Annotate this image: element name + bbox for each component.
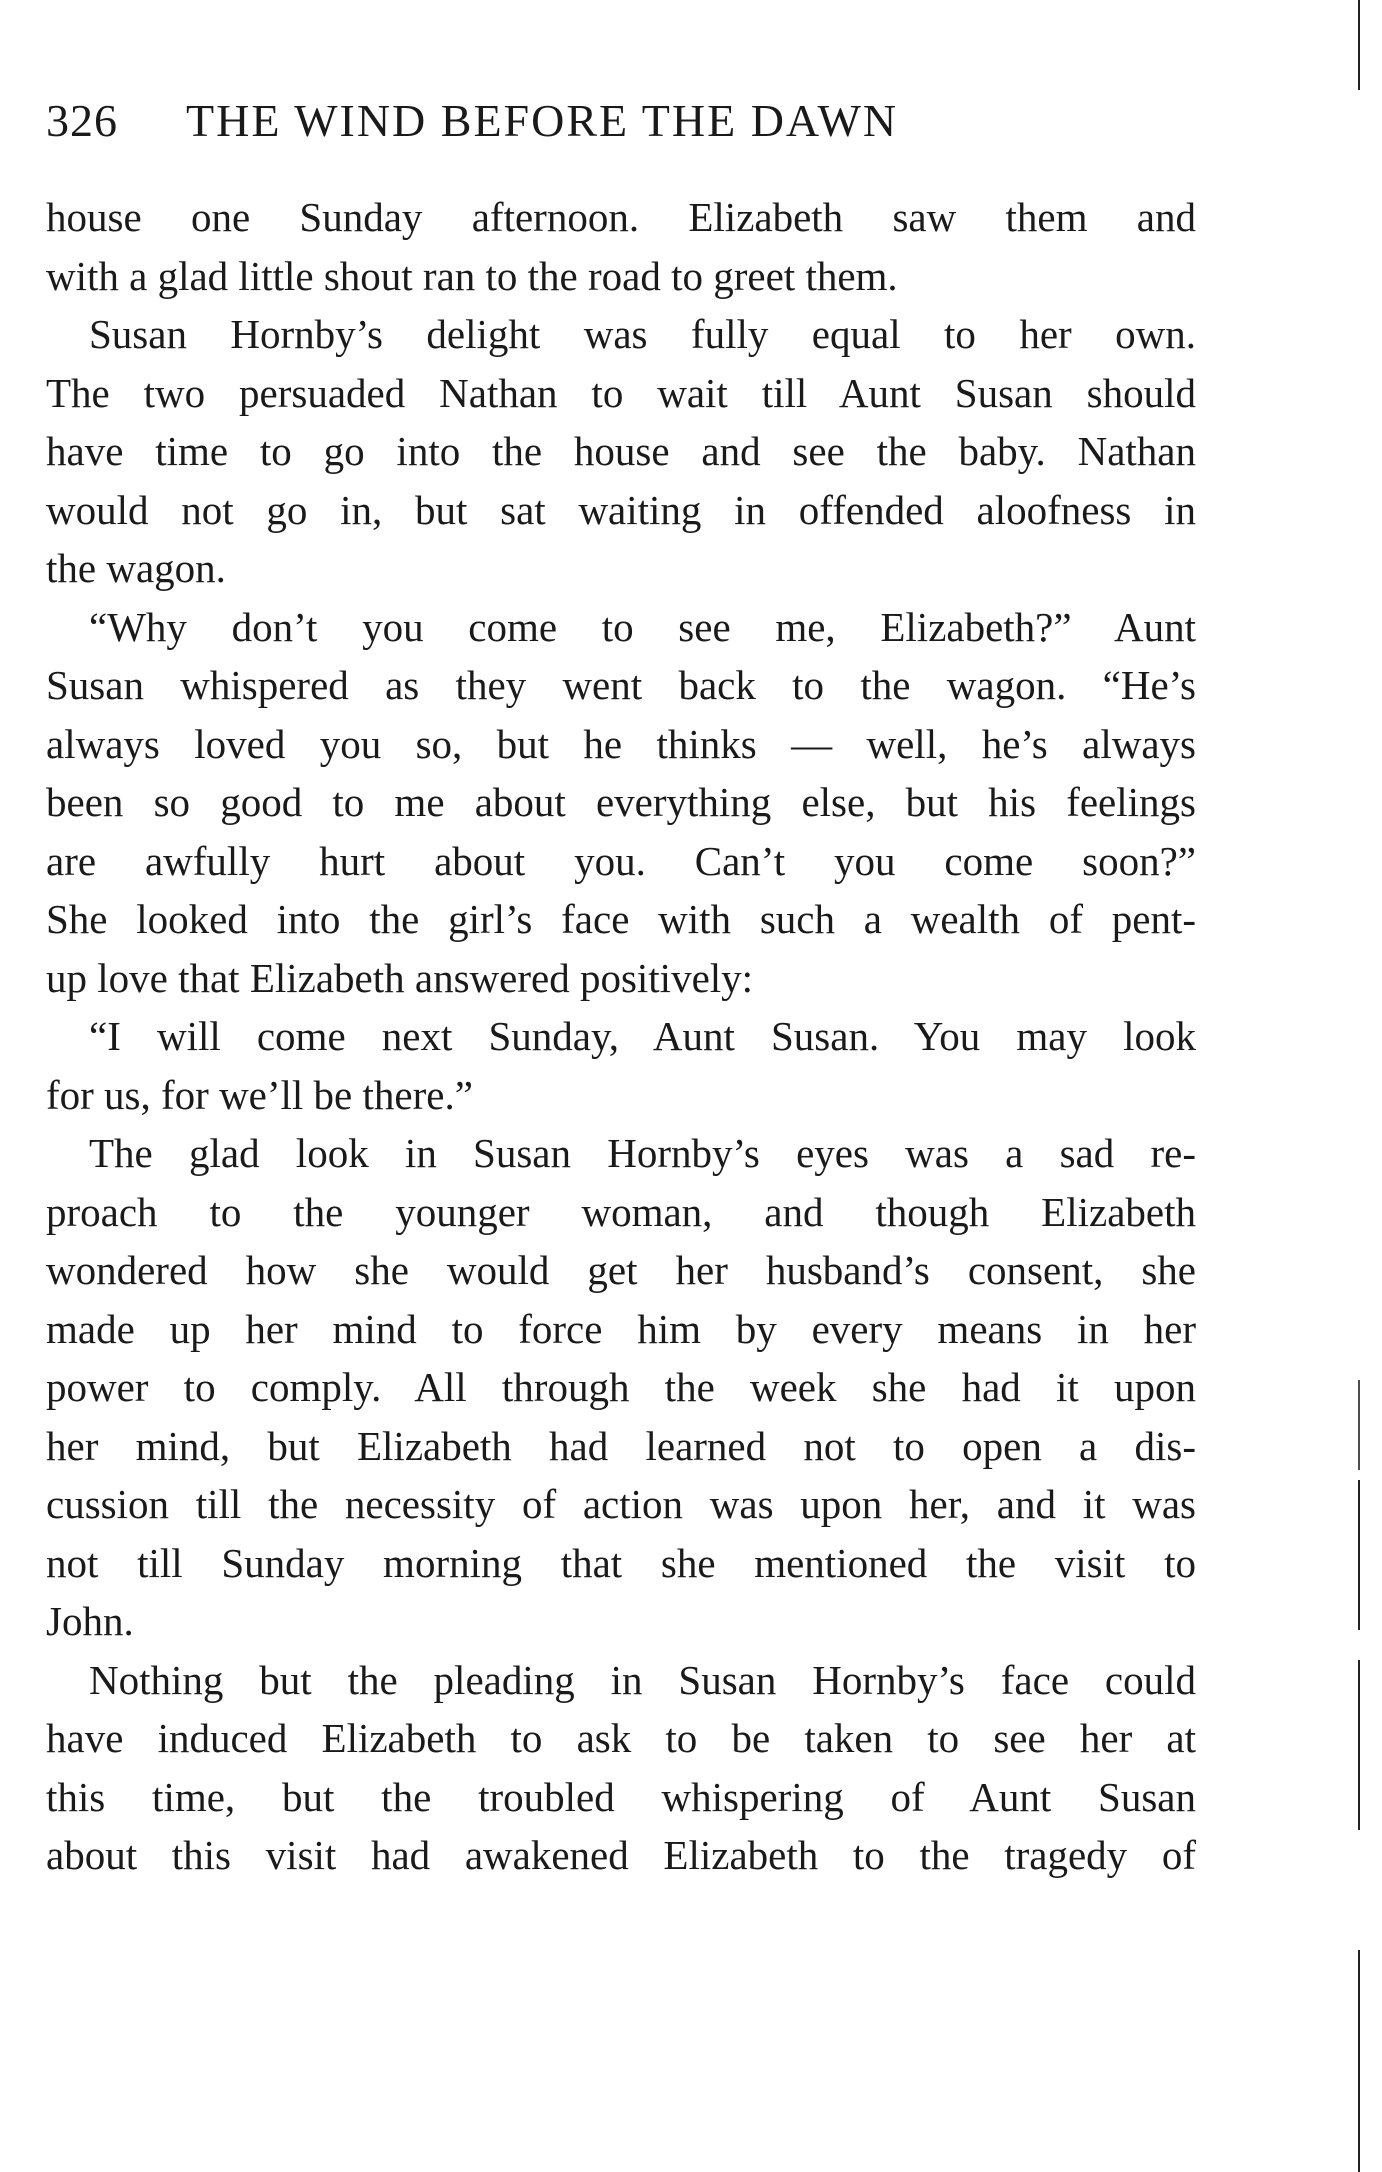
text-line: about this visit had awakened Elizabeth to the tragedy of xyxy=(46,1832,1196,1878)
paragraph xyxy=(46,1651,1196,1885)
paragraph xyxy=(46,598,1196,1008)
text-line: for us, for we’ll be there.” xyxy=(46,1071,473,1118)
text-line: this time, but the troubled whispering of Aunt Susan xyxy=(46,1773,1196,1820)
text-line: cussion till the necessity of action was upon her, and it was xyxy=(46,1481,1196,1527)
text-line: house one Sunday afternoon. Elizabeth saw them and xyxy=(46,194,1196,240)
text-line: Susan Hornby’s delight was fully equal to her own. xyxy=(89,311,1196,357)
text-line: proach to the younger woman, and though Elizabeth xyxy=(46,1188,1196,1235)
text-line: She looked into the girl’s face with such a wealth of pent- xyxy=(46,896,1196,942)
text-line: power to comply. All through the week she had it upon xyxy=(46,1364,1196,1410)
text-line: up love that Elizabeth answered positively: xyxy=(46,954,754,1001)
paragraph xyxy=(46,1007,1196,1124)
running-title: THE WIND BEFORE THE DAWN xyxy=(186,95,899,146)
text-line: not till Sunday morning that she mentioned the visit to xyxy=(46,1539,1196,1586)
scan-edge-line xyxy=(1358,1660,1360,1830)
text-line: “Why don’t you come to see me, Elizabeth?” Aunt xyxy=(89,603,1196,650)
text-line: Nothing but the pleading in Susan Hornby’s face could xyxy=(89,1656,1196,1703)
text-line: made up her mind to force him by every means in her xyxy=(46,1305,1196,1352)
text-line: would not go in, but sat waiting in offended aloofness in xyxy=(46,486,1196,533)
paragraph xyxy=(46,188,1196,305)
text-line: The glad look in Susan Hornby’s eyes was a sad re- xyxy=(89,1130,1196,1176)
body-text xyxy=(46,188,1196,1885)
scan-edge-line xyxy=(1358,1480,1360,1630)
scan-edge-line xyxy=(1358,0,1360,90)
text-line: her mind, but Elizabeth had learned not to open a dis- xyxy=(46,1422,1196,1469)
paragraph xyxy=(46,305,1196,598)
paragraph xyxy=(46,1124,1196,1651)
text-line: wondered how she would get her husband’s consent, she xyxy=(46,1247,1196,1293)
text-line: been so good to me about everything else, but his feelings xyxy=(46,779,1196,825)
text-line: Susan whispered as they went back to the wagon. “He’s xyxy=(46,662,1196,708)
text-line: The two persuaded Nathan to wait till Aunt Susan should xyxy=(46,369,1196,416)
page-number: 326 xyxy=(46,95,118,146)
scan-edge-line xyxy=(1358,1380,1360,1470)
text-line: John. xyxy=(46,1598,134,1644)
text-line: are awfully hurt about you. Can’t you come soon?” xyxy=(46,837,1196,884)
text-line: the wagon. xyxy=(46,545,226,591)
scan-edge-line xyxy=(1358,1950,1360,2172)
text-line: always loved you so, but he thinks — well, he’s always xyxy=(46,720,1196,767)
text-line: have time to go into the house and see the baby. Nathan xyxy=(46,428,1196,474)
running-head xyxy=(46,95,1206,146)
text-line: have induced Elizabeth to ask to be taken to see her at xyxy=(46,1715,1196,1761)
text-line: with a glad little shout ran to the road to greet them. xyxy=(46,252,898,299)
text-line: “I will come next Sunday, Aunt Susan. You may look xyxy=(89,1013,1196,1059)
